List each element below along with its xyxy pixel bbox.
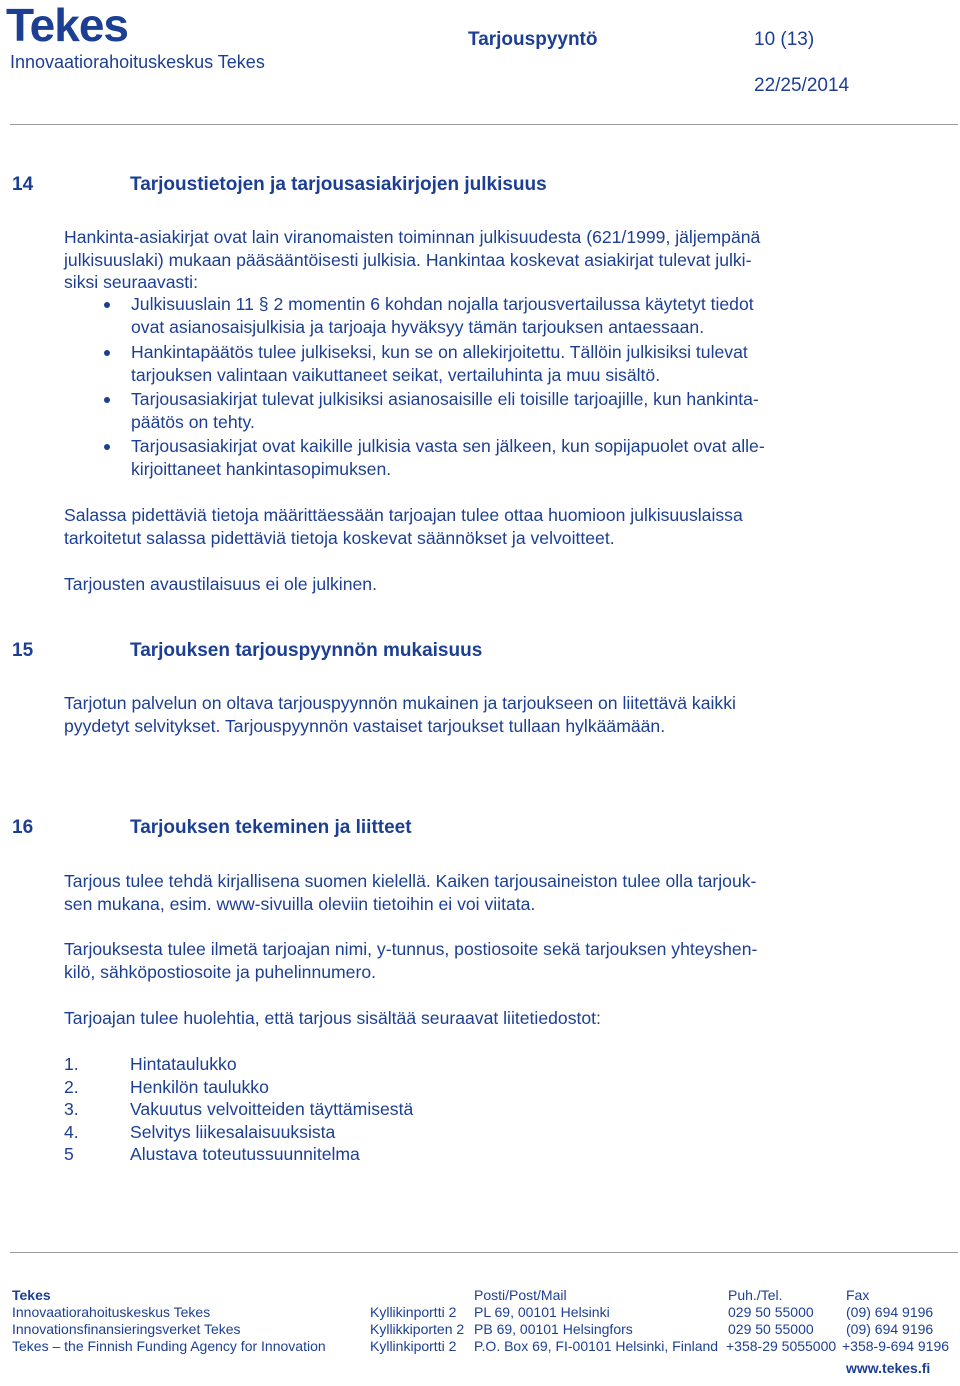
footer-tel-header: Puh./Tel. [728,1287,783,1303]
text-line: ovat asianosaisjulkisia ja tarjoaja hyväksyy tämän tarjouksen antaessaan. [131,316,705,337]
section-16-paragraph-2 [64,938,864,983]
bullet-icon [104,397,110,403]
tekes-logo: Tekes [6,0,129,51]
section-title: Tarjoustietojen ja tarjousasiakirjojen julkisuus [130,174,547,195]
list-text: Hintataulukko [130,1054,237,1074]
text-line: Tarjousasiakirjat ovat kaikille julkisia vasta sen jälkeen, kun sopijapuolet ovat alle- [131,436,765,456]
text-line: kilö, sähköpostiosoite ja puhelinnumero. [64,961,376,982]
section-number: 15 [12,640,34,661]
header-divider [10,124,958,125]
text-line: siksi seuraavasti: [64,272,198,292]
section-title: Tarjouksen tekeminen ja liitteet [130,817,412,838]
text-line: Tarjousten avaustilaisuus ei ole julkinen. [64,574,377,594]
footer-post: PB 69, 00101 Helsingfors [474,1321,633,1337]
section-14-paragraph-1 [64,226,864,294]
section-number: 16 [12,817,34,838]
footer-fax: +358-9-694 9196 [842,1338,950,1354]
footer-divider [10,1252,958,1253]
footer-post-header: Posti/Post/Mail [474,1287,567,1303]
section-title: Tarjouksen tarjouspyynnön mukaisuus [130,640,483,661]
section-14-paragraph-3 [64,573,864,596]
footer-street: Kyllikkiporten 2 [370,1321,465,1337]
bullet-icon [104,444,110,450]
section-14-heading [12,174,547,196]
text-line: Hankintapäätös tulee julkiseksi, kun se on allekirjoitettu. Tällöin julkisiksi tulevat [131,342,748,362]
footer-street: Kyllikinportti 2 [370,1304,457,1320]
footer-post: PL 69, 00101 Helsinki [474,1304,610,1320]
text-line: julkisuuslaki) mukaan pääsääntöisesti julkisia. Hankintaa koskevat asiakirjat tulevat julki- [64,249,752,270]
text-line: tarkoitetut salassa pidettäviä tietoja koskevat säännökset ja velvoitteet. [64,527,615,548]
bullet-icon [104,350,110,356]
list-number: 4. [64,1121,79,1142]
list-text: Selvitys liikesalaisuuksista [130,1121,336,1142]
text-line: Tarjoajan tulee huolehtia, että tarjous sisältää seuraavat liitetiedostot: [64,1008,601,1028]
text-line: sen mukana, esim. www-sivuilla oleviin tietoihin ei voi viitata. [64,893,536,914]
list-number: 3. [64,1099,79,1119]
footer-tel: +358-29 5055000 [726,1338,837,1354]
section-16-paragraph-3 [64,1007,864,1030]
text-line: Tarjotun palvelun on oltava tarjouspyynnön mukainen ja tarjoukseen on liitettävä kaikki [64,693,736,713]
footer-brand: Tekes [12,1287,51,1303]
footer-name: Innovaatiorahoituskeskus Tekes [12,1304,211,1320]
footer-tel: 029 50 55000 [728,1321,814,1337]
document-date: 22/25/2014 [754,75,850,96]
footer-street: Kyllinkiportti 2 [370,1338,457,1354]
text-line: Tarjousasiakirjat tulevat julkisiksi asianosaisille eli toisille tarjoajille, kun hankinta- [131,389,759,409]
text-line: Salassa pidettäviä tietoja määrittäessään tarjoajan tulee ottaa huomioon julkisuuslaissa [64,505,743,525]
text-line: tarjouksen valintaan vaikuttaneet seikat, vertailuhinta ja muu sisältö. [131,364,661,385]
text-line: Tarjous tulee tehdä kirjallisena suomen kielellä. Kaiken tarjousaineiston tulee olla tarjouk- [64,871,757,891]
section-16-heading [12,817,412,839]
footer-name: Innovationsfinansieringsverket Tekes [12,1321,241,1337]
list-text: Vakuutus velvoitteiden täyttämisestä [130,1099,414,1119]
footer-name: Tekes – the Finnish Funding Agency for Innovation [12,1338,326,1354]
page-number: 10 (13) [754,29,815,50]
text-line: kirjoittaneet hankintasopimuksen. [131,458,392,479]
section-16-paragraph-1 [64,870,864,915]
section-number: 14 [12,174,34,195]
footer-website-link[interactable]: www.tekes.fi [846,1360,931,1376]
document-title: Tarjouspyyntö [468,29,598,50]
text-line: Tarjouksesta tulee ilmetä tarjoajan nimi, y-tunnus, postiosoite sekä tarjouksen yhteyshen- [64,939,758,959]
text-line: päätös on tehty. [131,411,255,432]
bullet-icon [104,302,110,308]
section-14-paragraph-2 [64,504,864,549]
list-number: 1. [64,1054,79,1074]
section-15-heading [12,640,482,662]
footer-fax: (09) 694 9196 [846,1321,934,1337]
footer-fax-header: Fax [846,1287,870,1303]
list-number: 2. [64,1076,79,1097]
list-number: 5 [64,1144,74,1164]
footer-post: P.O. Box 69, FI-00101 Helsinki, Finland [474,1338,719,1354]
text-line: Julkisuuslain 11 § 2 momentin 6 kohdan nojalla tarjousvertailussa käytetyt tiedot [131,294,754,314]
footer-fax: (09) 694 9196 [846,1304,934,1320]
text-line: Hankinta-asiakirjat ovat lain viranomaisten toiminnan julkisuudesta (621/1999, jäljempänä [64,227,761,247]
text-line: pyydetyt selvitykset. Tarjouspyynnön vastaiset tarjoukset tullaan hylkäämään. [64,715,666,736]
section-15-paragraph-1 [64,692,864,737]
list-text: Henkilön taulukko [130,1076,269,1097]
header-organization: Innovaatiorahoituskeskus Tekes [10,52,265,72]
footer-tel: 029 50 55000 [728,1304,814,1320]
list-text: Alustava toteutussuunnitelma [130,1144,360,1164]
